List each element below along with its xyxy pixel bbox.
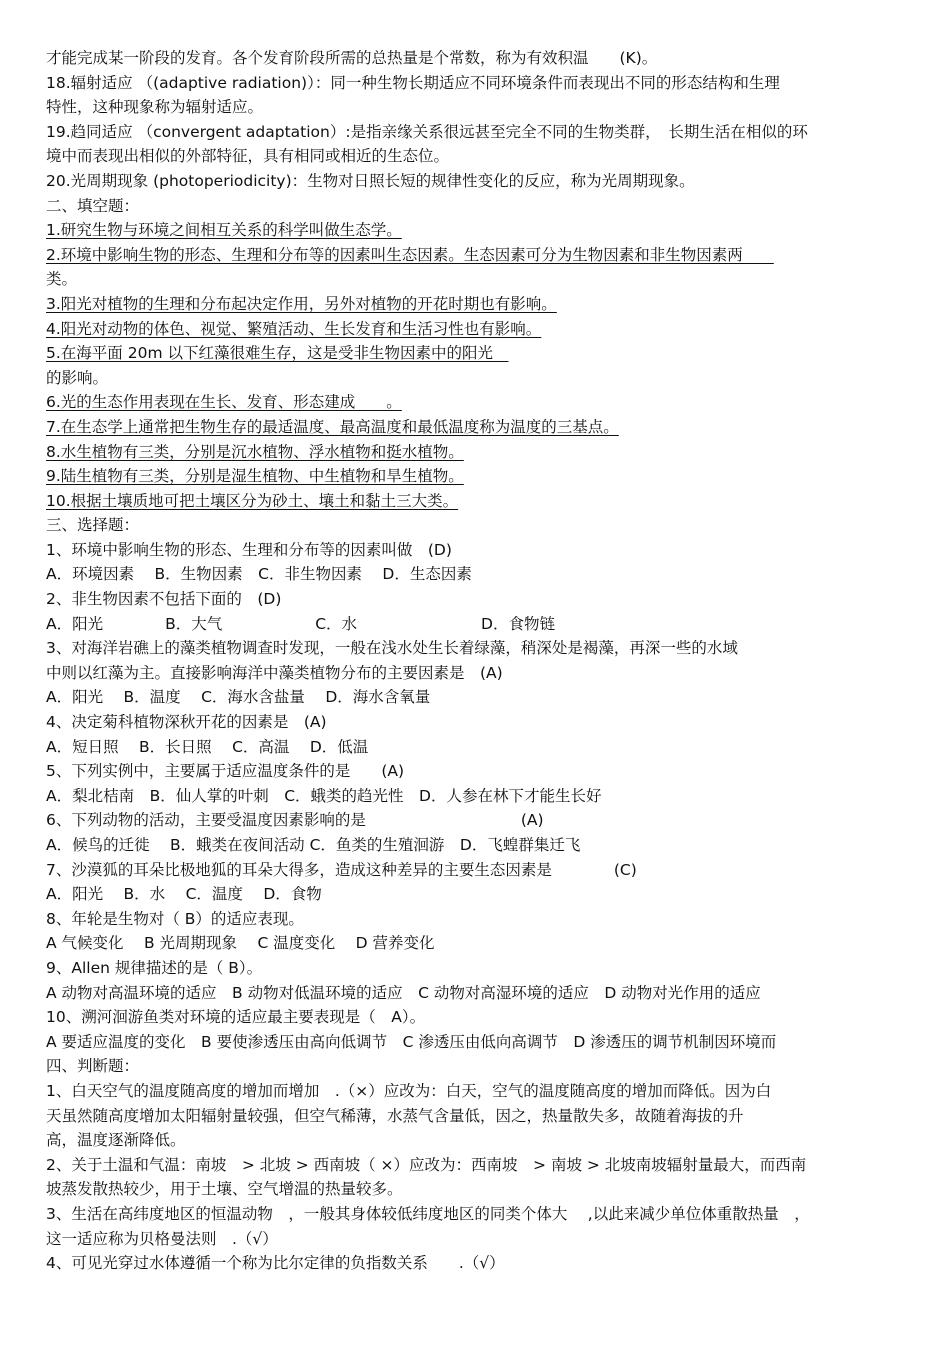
text-line: 18.辐射适应 （(adaptive radiation)）：同一种生物长期适应不同环境条件而表现出不同的形态结构和生理 (46, 73, 780, 92)
section-heading: 二、填空题： (46, 196, 140, 215)
options: A．阳光 B．大气 C．水 D．食物链 (46, 614, 555, 633)
text-line: 高，温度逐渐降低。 (46, 1131, 186, 1150)
fill-in-item: 6.光的生态作用表现在生长、发育、形态建成 。 (46, 393, 402, 412)
question: 7、沙漠狐的耳朵比极地狐的耳朵大得多，造成这种差异的主要生态因素是 (C) (46, 860, 637, 879)
fill-in-item: 3.阳光对植物的生理和分布起决定作用，另外对植物的开花时期也有影响。 (46, 294, 557, 313)
question: 5、下列实例中，主要属于适应温度条件的是 (A) (46, 762, 405, 781)
options: A．梨北桔南 B．仙人掌的叶刺 C．蛾类的趋光性 D．人参在林下才能生长好 (46, 786, 602, 805)
question: 1、环境中影响生物的形态、生理和分布等的因素叫做 (D) (46, 540, 452, 559)
fill-in-item: 2.环境中影响生物的形态、生理和分布等的因素叫生态因素。生态因素可分为生物因素和非生物因素两 (46, 245, 774, 264)
question: 3、对海洋岩礁上的藻类植物调查时发现，一般在浅水处生长着绿藻，稍深处是褐藻，再深一些的水域 (46, 639, 738, 658)
section-heading: 四、判断题： (46, 1057, 140, 1076)
judgement-item: 3、生活在高纬度地区的恒温动物 ，一般其身体较低纬度地区的同类个体大 ,以此来减少单位体重散热量 ， (46, 1204, 810, 1223)
fill-in-item: 5.在海平面 20m 以下红藻很难生存，这是受非生物因素中的阳光 (46, 344, 509, 363)
document-page (46, 46, 906, 1276)
judgement-item: 4、可见光穿过水体遵循一个称为比尔定律的负指数关系 .（√） (46, 1254, 505, 1273)
text-line: 坡蒸发散热较少，用于土壤、空气增温的热量较多。 (46, 1180, 403, 1199)
options: A 动物对高温环境的适应 B 动物对低温环境的适应 C 动物对高湿环境的适应 D 动物对光作用的适应 (46, 983, 761, 1002)
text-line: 的影响。 (46, 368, 109, 387)
fill-in-item: 8.水生植物有三类，分别是沉水植物、浮水植物和挺水植物。 (46, 442, 464, 461)
fill-in-item: 1.研究生物与环境之间相互关系的科学叫做生态学。 (46, 221, 402, 240)
judgement-item: 2、关于土温和气温：南坡 > 北坡 > 西南坡（ ×）应改为：西南坡 > 南坡 > 北坡南坡辐射量最大，而西南 (46, 1155, 807, 1174)
options: A．短日照 B．长日照 C．高温 D．低温 (46, 737, 369, 756)
fill-in-item: 10.根据土壤质地可把土壤区分为砂土、壤土和黏土三大类。 (46, 491, 459, 510)
question: 8、年轮是生物对（ B）的适应表现。 (46, 909, 304, 928)
text-line: 20.光周期现象 (photoperiodicity)：生物对日照长短的规律性变化的反应，称为光周期现象。 (46, 171, 695, 190)
text-line: 19.趋同适应 （convergent adaptation）:是指亲缘关系很远甚至完全不同的生物类群， 长期生活在相似的环 (46, 122, 808, 141)
options: A 气候变化 B 光周期现象 C 温度变化 D 营养变化 (46, 934, 435, 953)
question: 2、非生物因素不包括下面的 (D) (46, 590, 282, 609)
options: A．阳光 B．温度 C．海水含盐量 D．海水含氧量 (46, 688, 431, 707)
fill-in-item: 9.陆生植物有三类，分别是湿生植物、中生植物和旱生植物。 (46, 467, 464, 486)
question: 中则以红藻为主。直接影响海洋中藻类植物分布的主要因素是 (A) (46, 663, 503, 682)
text-line: 特性，这种现象称为辐射适应。 (46, 98, 264, 117)
options: A．阳光 B．水 C．温度 D．食物 (46, 885, 322, 904)
text-line: 境中而表现出相似的外部特征，具有相同或相近的生态位。 (46, 147, 450, 166)
question: 10、溯河洄游鱼类对环境的适应最主要表现是（ A）。 (46, 1008, 426, 1027)
section-heading: 三、选择题： (46, 516, 140, 535)
text-line: 才能完成某一阶段的发育。各个发育阶段所需的总热量是个常数，称为有效积温 (K)。 (46, 49, 658, 67)
text-line: 天虽然随高度增加太阳辐射量较强，但空气稀薄，水蒸气含量低，因之，热量散失多，故随着海拔的升 (46, 1106, 744, 1125)
text-line: 这一适应称为贝格曼法则 .（√） (46, 1229, 278, 1248)
question: 6、下列动物的活动，主要受温度因素影响的是 (A) (46, 811, 544, 830)
question: 9、Allen 规律描述的是（ B）。 (46, 958, 263, 977)
question: 4、决定菊科植物深秋开花的因素是 (A) (46, 713, 327, 732)
options: A．候鸟的迁徙 B．蛾类在夜间活动 C．鱼类的生殖洄游 D．飞蝗群集迁飞 (46, 836, 581, 854)
judgement-item: 1、白天空气的温度随高度的增加而增加 .（×）应改为：白天，空气的温度随高度的增加而降低。因为白 (46, 1081, 772, 1100)
text-line: 类。 (46, 270, 78, 289)
options: A 要适应温度的变化 B 要使渗透压由高向低调节 C 渗透压由低向高调节 D 渗透压的调节机制因环境而 (46, 1032, 777, 1051)
fill-in-item: 4.阳光对动物的体色、视觉、繁殖活动、生长发育和生活习性也有影响。 (46, 319, 542, 338)
fill-in-item: 7.在生态学上通常把生物生存的最适温度、最高温度和最低温度称为温度的三基点。 (46, 417, 619, 436)
options: A．环境因素 B．生物因素 C．非生物因素 D．生态因素 (46, 565, 472, 584)
